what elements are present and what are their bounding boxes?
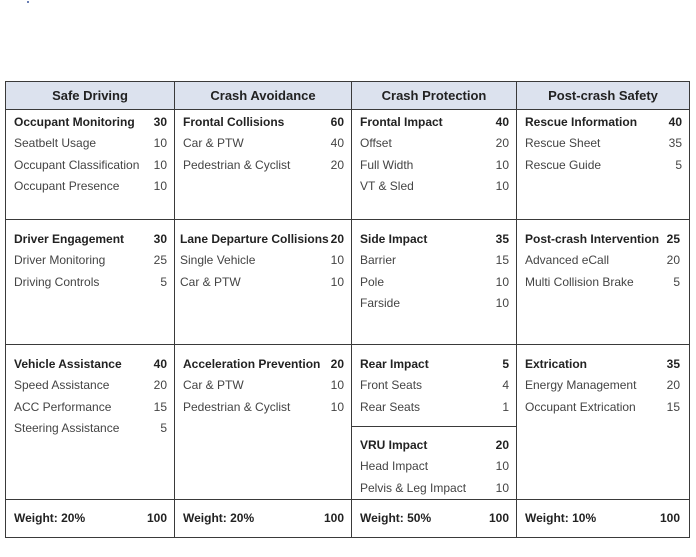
corner-dot <box>27 1 29 3</box>
item-label: Energy Management <box>525 378 637 393</box>
section-title: Frontal Collisions <box>183 115 285 129</box>
item-value: 10 <box>495 274 509 289</box>
weight-total: 100 <box>323 510 344 525</box>
cell-rear-vru-impact <box>352 345 517 500</box>
list-item <box>14 418 167 439</box>
cell-extrication <box>517 345 690 500</box>
list-item <box>180 250 344 271</box>
cell-driver-engagement <box>6 220 175 345</box>
section-score: 25 <box>666 232 680 246</box>
table-row <box>6 220 690 345</box>
section-title-row <box>183 112 344 133</box>
section-score: 35 <box>495 232 509 246</box>
item-label: Pelvis & Leg Impact <box>360 480 467 495</box>
column-header-crash-protection: Crash Protection <box>352 82 517 110</box>
section-title: Side Impact <box>360 232 428 246</box>
item-value: 10 <box>153 136 167 151</box>
weight-cell-crash-protection <box>352 499 517 537</box>
list-item <box>14 272 167 293</box>
item-value: 10 <box>153 178 167 193</box>
list-item <box>360 478 509 499</box>
list-item <box>525 250 680 271</box>
section-title-row <box>180 229 344 250</box>
item-value: 5 <box>160 420 167 435</box>
item-label: Rescue Sheet <box>525 136 601 151</box>
weight-total: 100 <box>146 510 167 525</box>
cell-vehicle-assistance <box>6 345 175 500</box>
item-value: 4 <box>502 378 509 393</box>
item-value: 40 <box>330 136 344 151</box>
weight-label: Weight: 10% <box>525 510 597 525</box>
rear-impact-section <box>352 345 516 427</box>
item-value: 5 <box>160 274 167 289</box>
header-row <box>6 82 690 110</box>
item-label: Single Vehicle <box>180 253 256 268</box>
list-item <box>183 155 344 176</box>
list-item <box>183 375 344 396</box>
section-score: 35 <box>666 357 680 371</box>
item-label: Occupant Classification <box>14 157 140 172</box>
section-title: Occupant Monitoring <box>14 115 135 129</box>
weight-row <box>6 499 690 537</box>
item-value: 10 <box>495 157 509 172</box>
section-title: Post-crash Intervention <box>525 232 660 246</box>
item-value: 15 <box>495 253 509 268</box>
section-score: 40 <box>668 115 682 129</box>
list-item <box>360 293 509 314</box>
item-value: 20 <box>666 378 680 393</box>
item-label: Pedestrian & Cyclist <box>183 157 291 172</box>
section-score: 20 <box>330 357 344 371</box>
section-score: 30 <box>153 115 167 129</box>
section-score: 20 <box>330 232 344 246</box>
item-value: 35 <box>668 136 682 151</box>
section-title: Rear Impact <box>360 357 429 371</box>
section-title-row <box>525 112 682 133</box>
section-title: Driver Engagement <box>14 232 125 246</box>
item-label: ACC Performance <box>14 399 112 414</box>
item-value: 1 <box>502 399 509 414</box>
item-label: Advanced eCall <box>525 253 610 268</box>
item-label: Driving Controls <box>14 274 100 289</box>
item-value: 15 <box>153 399 167 414</box>
column-header-post-crash-safety: Post-crash Safety <box>517 82 690 110</box>
list-item <box>360 397 509 418</box>
list-item <box>525 133 682 154</box>
item-label: Multi Collision Brake <box>525 274 634 289</box>
list-item <box>525 397 680 418</box>
item-label: VT & Sled <box>360 178 414 193</box>
weight-total: 100 <box>659 510 680 525</box>
list-item <box>360 176 509 197</box>
item-label: Pole <box>360 274 385 289</box>
item-label: Head Impact <box>360 459 429 474</box>
section-score: 20 <box>495 438 509 452</box>
weight-cell-safe-driving <box>6 499 175 537</box>
list-item <box>360 250 509 271</box>
list-item <box>525 155 682 176</box>
weight-label: Weight: 20% <box>14 510 86 525</box>
list-item <box>183 397 344 418</box>
section-title-row <box>360 354 509 375</box>
item-label: Car & PTW <box>183 136 244 151</box>
vru-impact-section <box>352 427 516 499</box>
section-title-row <box>360 112 509 133</box>
item-label: Occupant Presence <box>14 178 120 193</box>
item-label: Steering Assistance <box>14 420 120 435</box>
cell-lane-departure-collisions <box>175 220 352 345</box>
weight-cell-post-crash-safety <box>517 499 690 537</box>
item-label: Car & PTW <box>183 378 244 393</box>
list-item <box>14 133 167 154</box>
list-item <box>360 375 509 396</box>
cell-frontal-collisions <box>175 110 352 220</box>
item-value: 10 <box>330 274 344 289</box>
cell-frontal-impact <box>352 110 517 220</box>
cell-side-impact <box>352 220 517 345</box>
item-value: 10 <box>495 295 509 310</box>
item-value: 10 <box>495 459 509 474</box>
item-value: 10 <box>330 253 344 268</box>
list-item <box>525 375 680 396</box>
weight-cell-crash-avoidance <box>175 499 352 537</box>
section-title: Vehicle Assistance <box>14 357 122 371</box>
item-value: 20 <box>153 378 167 393</box>
list-item <box>360 272 509 293</box>
section-title: Frontal Impact <box>360 115 443 129</box>
item-value: 10 <box>495 480 509 495</box>
section-title-row <box>360 435 509 456</box>
scoring-table <box>5 81 690 538</box>
item-label: Front Seats <box>360 378 423 393</box>
item-label: Offset <box>360 136 392 151</box>
item-value: 10 <box>495 178 509 193</box>
section-title-row <box>360 229 509 250</box>
list-item <box>14 250 167 271</box>
section-title: VRU Impact <box>360 438 428 452</box>
item-value: 25 <box>153 253 167 268</box>
item-label: Car & PTW <box>180 274 241 289</box>
section-score: 40 <box>153 357 167 371</box>
section-score: 60 <box>330 115 344 129</box>
item-value: 20 <box>666 253 680 268</box>
cell-post-crash-intervention <box>517 220 690 345</box>
list-item <box>14 375 167 396</box>
section-title-row <box>14 229 167 250</box>
cell-rescue-information <box>517 110 690 220</box>
item-value: 15 <box>666 399 680 414</box>
section-title: Extrication <box>525 357 588 371</box>
list-item <box>525 272 680 293</box>
item-label: Pedestrian & Cyclist <box>183 399 291 414</box>
section-title-row <box>14 112 167 133</box>
item-value: 5 <box>675 157 682 172</box>
list-item <box>14 176 167 197</box>
section-title: Acceleration Prevention <box>183 357 321 371</box>
weight-label: Weight: 20% <box>183 510 255 525</box>
item-value: 20 <box>495 136 509 151</box>
weight-label: Weight: 50% <box>360 510 432 525</box>
item-label: Driver Monitoring <box>14 253 106 268</box>
list-item <box>14 397 167 418</box>
table-row <box>6 345 690 500</box>
item-label: Farside <box>360 295 401 310</box>
section-title-row <box>525 354 680 375</box>
column-header-safe-driving: Safe Driving <box>6 82 175 110</box>
item-value: 10 <box>330 399 344 414</box>
column-header-crash-avoidance: Crash Avoidance <box>175 82 352 110</box>
weight-total: 100 <box>488 510 509 525</box>
section-title-row <box>14 354 167 375</box>
item-label: Occupant Extrication <box>525 399 636 414</box>
section-score: 30 <box>153 232 167 246</box>
section-title: Lane Departure Collisions <box>180 232 329 246</box>
section-title-row <box>525 229 680 250</box>
list-item <box>183 133 344 154</box>
item-label: Rear Seats <box>360 399 421 414</box>
table-row <box>6 110 690 220</box>
list-item <box>360 133 509 154</box>
list-item <box>360 155 509 176</box>
section-score: 40 <box>495 115 509 129</box>
section-title: Rescue Information <box>525 115 638 129</box>
list-item <box>360 456 509 477</box>
item-label: Barrier <box>360 253 397 268</box>
item-value: 10 <box>153 157 167 172</box>
item-value: 20 <box>330 157 344 172</box>
item-value: 5 <box>673 274 680 289</box>
section-score: 5 <box>502 357 509 371</box>
list-item <box>180 272 344 293</box>
cell-acceleration-prevention <box>175 345 352 500</box>
section-title-row <box>183 354 344 375</box>
item-value: 10 <box>330 378 344 393</box>
item-label: Full Width <box>360 157 414 172</box>
item-label: Seatbelt Usage <box>14 136 97 151</box>
cell-occupant-monitoring <box>6 110 175 220</box>
item-label: Speed Assistance <box>14 378 110 393</box>
list-item <box>14 155 167 176</box>
item-label: Rescue Guide <box>525 157 602 172</box>
